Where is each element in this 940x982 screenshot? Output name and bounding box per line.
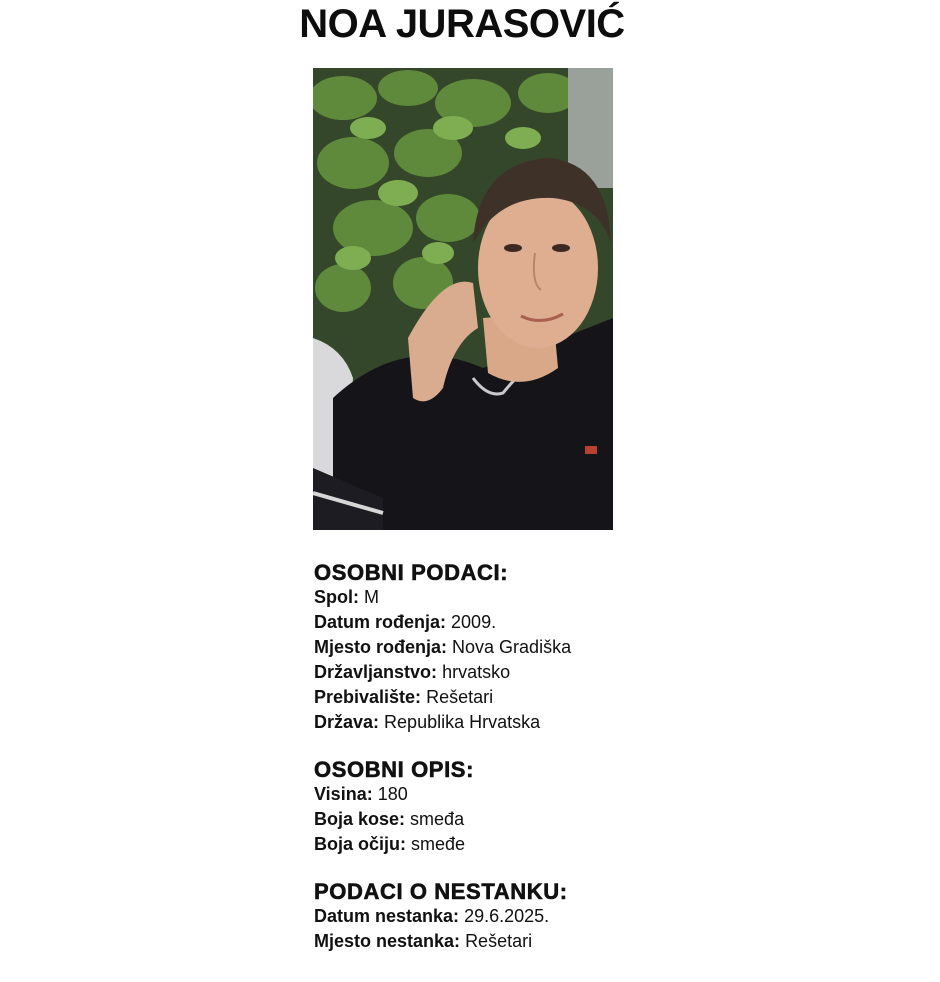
section-title: OSOBNI OPIS: <box>314 757 474 782</box>
info-label: Mjesto rođenja: <box>314 637 448 657</box>
info-value: 2009. <box>451 612 497 632</box>
info-label: Boja kose: <box>314 809 406 829</box>
info-row-height <box>314 782 914 807</box>
section-title: PODACI O NESTANKU: <box>314 879 568 904</box>
info-value: 29.6.2025. <box>464 906 550 926</box>
info-label: Datum rođenja: <box>314 612 447 632</box>
info-row-eye-color <box>314 832 914 857</box>
info-row-birth-date <box>314 610 914 635</box>
section-title: OSOBNI PODACI: <box>314 560 509 585</box>
info-label: Datum nestanka: <box>314 906 460 926</box>
section-personal-data <box>314 560 914 735</box>
info-value: 180 <box>377 784 408 804</box>
info-row-missing-date <box>314 904 914 929</box>
info-label: Država: <box>314 712 380 732</box>
info-row-gender <box>314 585 914 610</box>
info-label: Prebivalište: <box>314 687 422 707</box>
info-value: smeđa <box>410 809 465 829</box>
info-row-birth-place <box>314 635 914 660</box>
missing-person-photo <box>313 68 613 530</box>
section-disappearance-data <box>314 879 914 954</box>
info-value: Nova Gradiška <box>452 637 572 657</box>
info-value: Rešetari <box>465 931 533 951</box>
info-label: Spol: <box>314 587 359 607</box>
person-name-title: NOA JURASOVIĆ <box>299 2 625 46</box>
info-label: Državljanstvo: <box>314 662 438 682</box>
info-row-citizenship <box>314 660 914 685</box>
info-value: smeđe <box>411 834 466 854</box>
info-row-country <box>314 710 914 735</box>
info-label: Boja očiju: <box>314 834 407 854</box>
info-row-hair-color <box>314 807 914 832</box>
person-info <box>314 560 914 954</box>
info-value: Rešetari <box>426 687 494 707</box>
info-value: hrvatsko <box>442 662 511 682</box>
section-personal-description <box>314 757 914 857</box>
person-photo-icon <box>313 68 613 530</box>
info-label: Visina: <box>314 784 373 804</box>
info-value: Republika Hrvatska <box>384 712 541 732</box>
info-value: M <box>364 587 380 607</box>
info-label: Mjesto nestanka: <box>314 931 461 951</box>
info-row-missing-place <box>314 929 914 954</box>
info-row-residence <box>314 685 914 710</box>
